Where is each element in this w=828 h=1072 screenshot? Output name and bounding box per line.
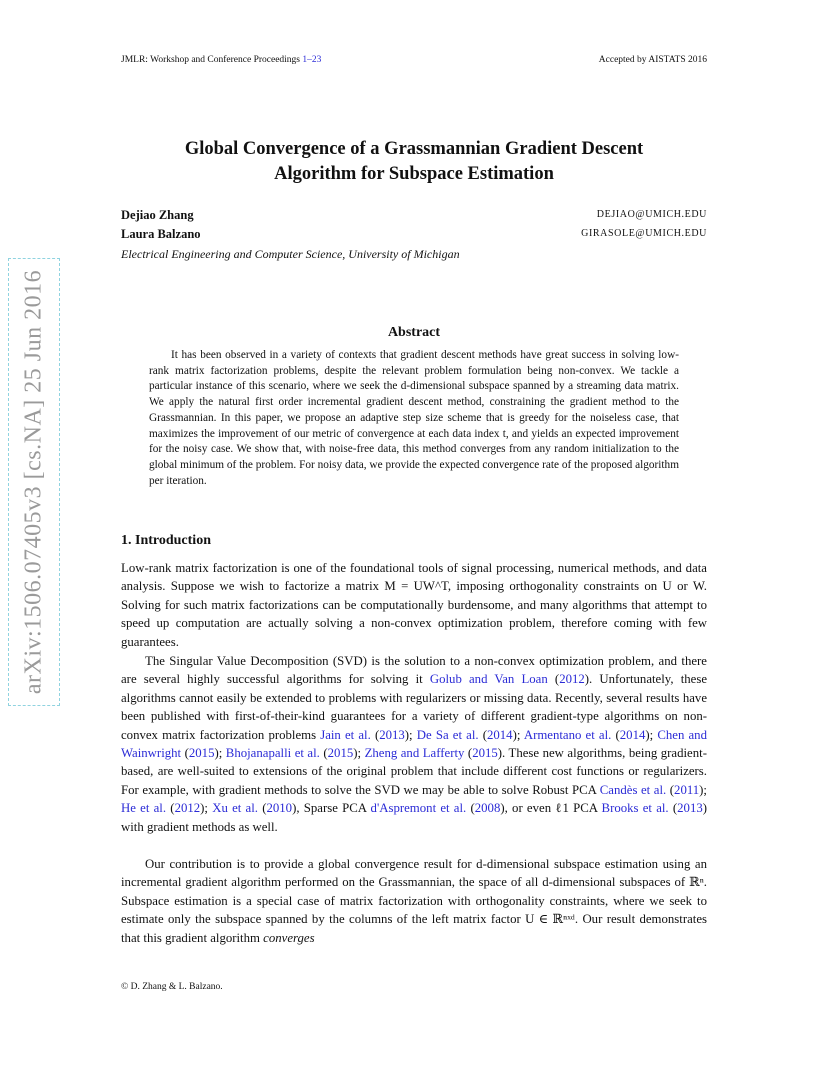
author-2 — [121, 227, 707, 242]
arxiv-stamp-text: arXiv:1506.07405v3 [cs.NA] 25 Jun 2016 — [20, 269, 47, 695]
citation-year-link[interactable]: 2014 — [486, 727, 513, 742]
citation-year-link[interactable]: 2012 — [559, 672, 585, 687]
citation-year-link[interactable]: 2013 — [379, 727, 405, 742]
citation-link[interactable]: He et al. — [121, 801, 167, 816]
copyright-footer: © D. Zhang & L. Balzano. — [121, 982, 223, 992]
citation-link[interactable]: d'Aspremont et al. — [370, 801, 467, 816]
citation-link[interactable]: Armentano et al. — [523, 727, 612, 742]
citation-link[interactable]: Candès et al. — [599, 782, 667, 797]
title-line-2: Algorithm for Subspace Estimation — [274, 164, 554, 184]
citation-year-link[interactable]: 2015 — [327, 746, 354, 761]
citation-link[interactable]: Chen and Wainwright — [121, 727, 707, 761]
author-email: DEJIAO@UMICH.EDU — [596, 209, 707, 220]
author-name: Dejiao Zhang — [121, 208, 194, 222]
intro-paragraph-2: The Singular Value Decomposition (SVD) is the solution to a non-convex optimization problem, and there are several highly successful algorithms for solving it Golub and Van Loan (2012). Unfortunately, these algorithms cannot easily be extended to problems with regularizers or missing data. Recently, several results have been published with first-of-their-kind guarantees for a variety of different gradient-type algorithms on non-convex matrix factorization problems Jain et al. (2013); De Sa et al. (2014); Armentano et al. (2014); Chen and Wainwright (2015); Bhojanapalli et al. (2015); Zheng and Lafferty (2015). These new algorithms, being gradient-based, are well-suited to extensions of the original problem that include different cost functions or regularizers. For example, with gradient methods to solve the SVD we may be able to solve Robust PCA Candès et al. (2011); He et al. (2012); Xu et al. (2010), Sparse PCA d'Aspremont et al. (2008), or even ℓ1 PCA Brooks et al. (2013) with gradient methods as well. — [121, 654, 708, 834]
header-venue: JMLR: Workshop and Conference Proceedings — [121, 55, 303, 65]
abstract-body: It has been observed in a variety of contexts that gradient descent methods have great success in solving low-rank matrix factorization problems, despite the relevant problem formulation being non-convex. We tackle a particular instance of this scenario, where we seek the d-dimensional subspace spanned by a streaming data matrix. We apply the natural first order incremental gradient descent method, constraining the gradient method to the Grassmannian. In this paper, we propose an adaptive step size scheme that is greedy for the noiseless case, that maximizes the improvement of our metric of convergence at each data index t, and yields an expected improvement for the noisy case. We show that, with noise-free data, this method converges from any random initialization to the global minimum of the problem. For noisy data, we provide the expected convergence rate of the proposed algorithm per iteration. — [149, 349, 679, 487]
section-heading: 1. Introduction — [121, 533, 211, 548]
citation-year-link[interactable]: 2012 — [174, 801, 201, 816]
running-header-right: Accepted by AISTATS 2016 — [598, 55, 707, 65]
intro-paragraph-1: Low-rank matrix factorization is one of the foundational tools of signal processing, numerical methods, and data analysis. Suppose we wish to factorize a matrix M = UW^T, imposing orthogonality constraints on U or W. Solving for such matrix factorizations can be computationally burdensome, and many algorithms that attempt to speed up computation are actually solving a non-convex optimization problem, therefore coming with few guarantees. — [121, 561, 707, 649]
citation-year-link[interactable]: 2014 — [619, 727, 646, 742]
citation-link[interactable]: Brooks et al. — [601, 801, 669, 816]
title-line-1: Global Convergence of a Grassmannian Gradient Descent — [184, 139, 644, 159]
affiliation: Electrical Engineering and Computer Science, University of Michigan — [121, 247, 460, 261]
citation-year-link[interactable]: 2013 — [677, 801, 703, 816]
citation-link[interactable]: Golub and Van Loan — [429, 672, 548, 687]
intro-paragraph-3: Our contribution is to provide a global convergence result for d-dimensional subspace estimation using an incremental gradient algorithm performed on the Grassmannian, the space of all d-dimensional subspaces of ℝⁿ. Subspace estimation is a special case of matrix factorization with orthogonality constraints, where we seek to estimate only the subspace spanned by the columns of the left matrix factor U ∈ ℝⁿˣᵈ. Our result demonstrates that this gradient algorithm converges — [121, 857, 707, 945]
running-header-left — [121, 55, 321, 65]
citation-year-link[interactable]: 2015 — [472, 746, 498, 761]
header-pages-link[interactable]: 1–23 — [302, 55, 322, 65]
citation-link[interactable]: Zheng and Lafferty — [364, 746, 465, 761]
citation-year-link[interactable]: 2011 — [674, 782, 700, 797]
citation-link[interactable]: De Sa et al. — [416, 727, 479, 742]
citation-year-link[interactable]: 2008 — [474, 801, 501, 816]
citation-link[interactable]: Jain et al. — [320, 727, 371, 742]
author-name: Laura Balzano — [121, 227, 201, 241]
citation-year-link[interactable]: 2010 — [266, 801, 293, 816]
author-1 — [121, 208, 707, 223]
arxiv-stamp — [8, 258, 60, 706]
citation-year-link[interactable]: 2015 — [188, 746, 215, 761]
abstract-heading: Abstract — [387, 325, 441, 340]
citation-link[interactable]: Xu et al. — [212, 801, 258, 816]
citation-link[interactable]: Bhojanapalli et al. — [225, 746, 320, 761]
author-email: GIRASOLE@UMICH.EDU — [581, 228, 707, 239]
paper-title — [121, 137, 707, 187]
